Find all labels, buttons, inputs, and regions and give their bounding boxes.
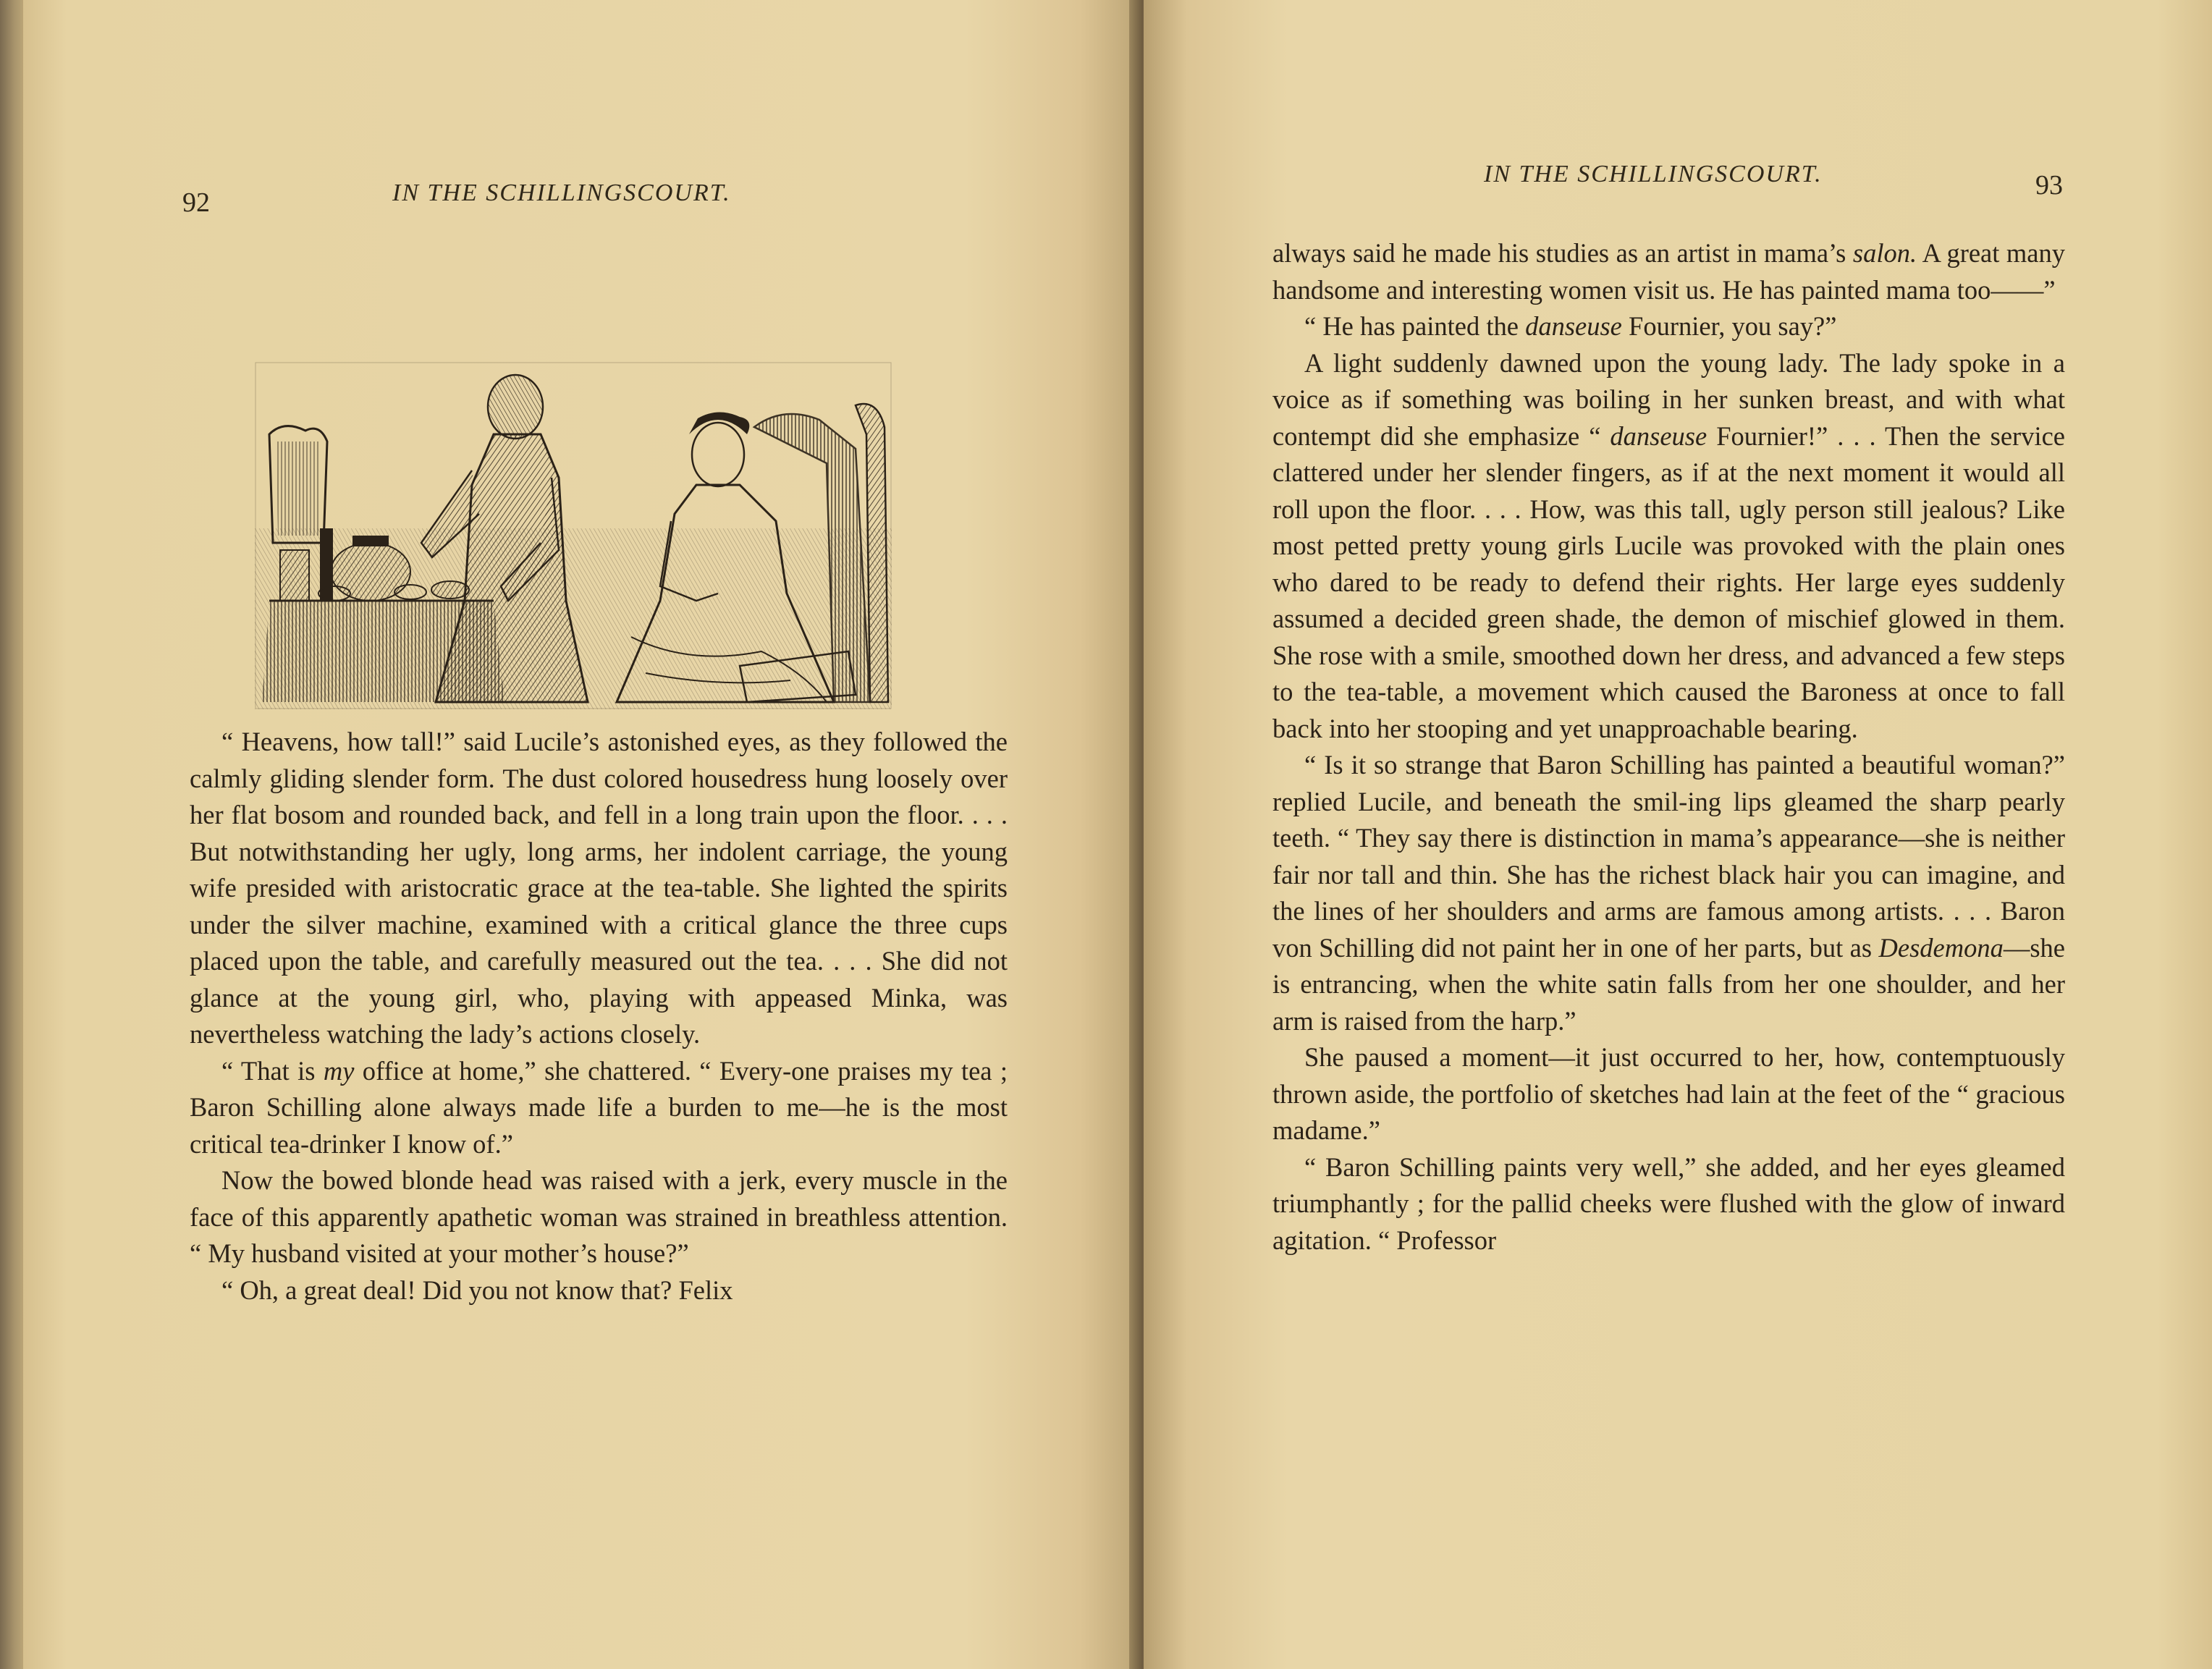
italic-text: my bbox=[323, 1055, 355, 1086]
page-number-left: 92 bbox=[182, 187, 210, 218]
paragraph bbox=[190, 724, 1008, 1053]
italic-text: Desdemona bbox=[1878, 932, 2004, 963]
paragraph bbox=[1272, 1039, 2065, 1149]
text-segment: “ Baron Schilling paints very well,” she added, and her eyes gleamed triumphantly ; for the pallid cheeks were flushed with the glow of inward agitation. “ Professor bbox=[1272, 1152, 2065, 1255]
running-head-left: IN THE SCHILLINGSCOURT. bbox=[392, 179, 731, 206]
right-page bbox=[1144, 0, 2212, 1669]
right-page-body bbox=[1272, 235, 2065, 1259]
text-segment: “ Is it so strange that Baron Schilling has painted a beautiful woman?” replied Lucile, and beneath the smil-ing lips gleamed the sharp pearly teeth. “ They say there is distinction in mama’s appearance—she is neither fair nor tall and thin. She has the richest black hair you can imagine, and the lines of her shoulders and arms are famous among artists. . . . Baron von Schilling did not paint her in one of her parts, but as bbox=[1272, 750, 2065, 963]
text-segment: She paused a moment—it just occurred to her, how, contemptuously thrown aside, the portfolio of sketches had lain at the feet of the “ gracious madame.” bbox=[1272, 1042, 2065, 1145]
paragraph bbox=[190, 1162, 1008, 1272]
paragraph bbox=[1272, 235, 2065, 308]
paragraph bbox=[1272, 1149, 2065, 1259]
tea-table-illustration bbox=[255, 362, 892, 709]
running-head-right: IN THE SCHILLINGSCOURT. bbox=[1484, 161, 1823, 187]
text-segment: “ That is bbox=[221, 1055, 324, 1086]
paragraph bbox=[1272, 747, 2065, 1039]
text-segment: always said he made his studies as an artist in mama’s bbox=[1272, 238, 1853, 268]
italic-text: salon. bbox=[1852, 238, 1917, 268]
paragraph bbox=[1272, 345, 2065, 748]
italic-text: danseuse bbox=[1610, 421, 1707, 451]
paragraph bbox=[190, 1272, 1008, 1309]
paragraph bbox=[1272, 308, 2065, 345]
text-segment: A great many handsome and interesting women visit us. He has painted mama too——” bbox=[1272, 238, 2065, 305]
text-segment: “ Heavens, how tall!” said Lucile’s astonished eyes, as they followed the calmly gliding slender form. The dust colored housedress hung loosely over her flat bosom and rounded back, and fell in a long train upon the floor. . . . But notwithstanding her ugly, long arms, her indolent carriage, the young wife presided with aristocratic grace at the tea-table. She lighted the spirits under the silver machine, examined with a critical glance the three cups placed upon the table, and carefully measured out the tea. . . . She did not glance at the young girl, who, playing with appeased Minka, was nevertheless watching the lady’s actions closely. bbox=[190, 727, 1008, 1049]
left-page-body bbox=[190, 724, 1008, 1309]
text-segment: Now the bowed blonde head was raised with a jerk, every muscle in the face of this apparently apathetic woman was strained in breathless attention. “ My husband visited at your mother’s house?” bbox=[190, 1165, 1008, 1268]
text-segment: Fournier!” . . . Then the service clattered under her slender fingers, as if at the next moment it would all roll upon the floor. . . . How, was this tall, ugly person still jealous? Like most petted pretty young girls Lucile was provoked with the plain ones who dared to be ready to defend their rights. Her large eyes suddenly assumed a decided green shade, the demon of mischief glowed in them. She rose with a smile, smoothed down her dress, and advanced a few steps to the tea-table, a movement which caused the Baroness at once to fall back into her stooping and yet unapproachable bearing. bbox=[1272, 421, 2065, 743]
text-segment: “ He has painted the bbox=[1304, 311, 1526, 341]
text-segment: Fournier, you say?” bbox=[1621, 311, 1837, 341]
text-segment: office at home,” she chattered. “ Every-one praises my tea ; Baron Schilling alone always made life a burden to me—he is the most critical tea-drinker I know of.” bbox=[190, 1055, 1008, 1159]
italic-text: danseuse bbox=[1525, 311, 1622, 341]
left-page bbox=[23, 0, 1138, 1669]
text-segment: —she is entrancing, when the white satin falls from her one shoulder, and her arm is raised from the harp.” bbox=[1272, 932, 2065, 1036]
text-segment: A light suddenly dawned upon the young lady. The lady spoke in a voice as if something was boiling in her sunken breast, and with what contempt did she emphasize “ bbox=[1272, 347, 2065, 451]
page-number-right: 93 bbox=[2035, 170, 2063, 200]
paragraph bbox=[190, 1053, 1008, 1163]
text-segment: “ Oh, a great deal! Did you not know that? Felix bbox=[221, 1275, 733, 1305]
